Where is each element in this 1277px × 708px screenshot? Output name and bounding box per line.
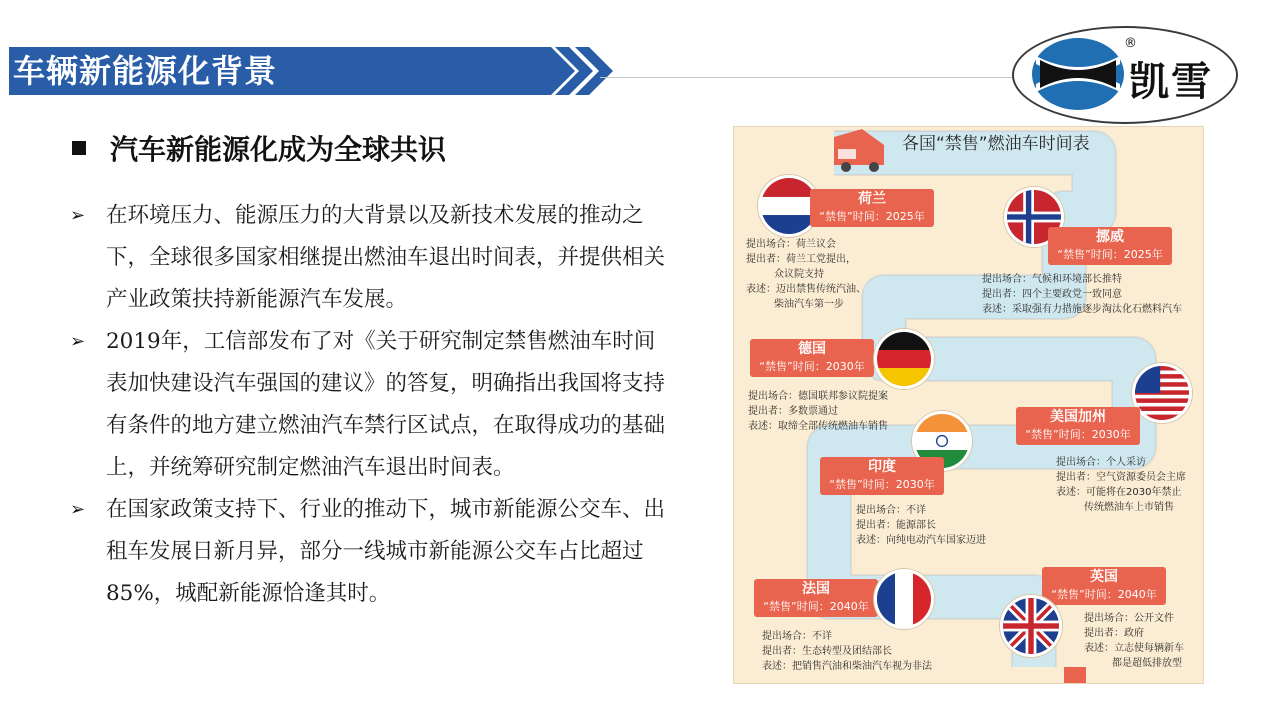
notes-california: 提出场合：个人采访 提出者：空气资源委员会主席 表述：可能将在2030年禁止 传统燃油车上市销售 bbox=[1056, 457, 1186, 513]
notes-uk: 提出场合：公开文件 提出者：政府 表述：立志使每辆新车 都是超低排放型 bbox=[1084, 613, 1184, 669]
infographic-title: 各国“禁售”燃油车时间表 bbox=[902, 134, 1090, 154]
tag-india: 印度 “禁售”时间：2030年 bbox=[820, 457, 944, 495]
bullet-text: 在环境压力、能源压力的大背景以及新技术发展的推动之下，全球很多国家相继提出燃油车退出时间表，并提供相关产业政策扶持新能源汽车发展。 bbox=[106, 203, 666, 312]
bullet-item bbox=[70, 195, 670, 321]
tag-california: 美国加州 “禁售”时间：2030年 bbox=[1016, 407, 1140, 445]
usa-flag-icon bbox=[1132, 363, 1192, 423]
bullet-list bbox=[70, 195, 670, 615]
arrow-bullet-icon: ➢ bbox=[70, 331, 86, 352]
registered-mark: ® bbox=[1124, 36, 1137, 51]
page-title: 车辆新能源化背景 bbox=[13, 52, 278, 90]
bullet-item bbox=[70, 489, 670, 615]
notes-france: 提出场合：不详 提出者：生态转型及团结部长 表述：把销售汽油和柴油汽车视为非法 bbox=[762, 631, 932, 672]
uk-flag-icon bbox=[1000, 595, 1062, 657]
germany-flag-icon bbox=[874, 329, 934, 389]
bullet-text: 2019年，工信部发布了对《关于研究制定禁售燃油车时间表加快建设汽车强国的建议》的答复，明确指出我国将支持有条件的地方建立燃油汽车禁行区试点，在取得成功的基础上，并统筹研究制定燃油汽车退出时间表。 bbox=[106, 329, 666, 480]
notes-norway: 提出场合：气候和环境部长推特 提出者：四个主要政党一致同意 表述：采取强有力措施逐步淘汰化石燃料汽车 bbox=[982, 274, 1182, 315]
notes-netherlands: 提出场合：荷兰议会 提出者：荷兰工党提出， 众议院支持 表述：迈出禁售传统汽油、 柴油汽车第一步 bbox=[746, 239, 866, 310]
header-divider bbox=[600, 77, 1020, 78]
timeline-end-marker bbox=[1064, 667, 1086, 684]
notes-india: 提出场合：不详 提出者：能源部长 表述：向纯电动汽车国家迈进 bbox=[856, 505, 986, 546]
bullet-item bbox=[70, 321, 670, 489]
arrow-bullet-icon: ➢ bbox=[70, 499, 86, 520]
tag-norway: 挪威 “禁售”时间：2025年 bbox=[1048, 227, 1172, 265]
tag-uk: 英国 “禁售”时间：2040年 bbox=[1042, 567, 1166, 605]
notes-germany: 提出场合：德国联邦参议院提案 提出者：多数票通过 表述：取缔全部传统燃油车销售 bbox=[748, 391, 888, 432]
arrow-bullet-icon: ➢ bbox=[70, 205, 86, 226]
logo-emblem-icon bbox=[1030, 34, 1126, 114]
tag-france: 法国 “禁售”时间：2040年 bbox=[754, 579, 878, 617]
section-heading bbox=[72, 128, 446, 168]
bullet-text: 在国家政策支持下、行业的推动下，城市新能源公交车、出租车发展日新月异，部分一线城市新能源公交车占比超过85%，城配新能源恰逢其时。 bbox=[106, 497, 666, 606]
header-banner bbox=[9, 47, 599, 95]
chevron-arrows-icon bbox=[539, 47, 634, 95]
tag-germany: 德国 “禁售”时间：2030年 bbox=[750, 339, 874, 377]
square-bullet-icon bbox=[72, 141, 86, 155]
france-flag-icon bbox=[874, 569, 934, 629]
ban-timeline-infographic bbox=[733, 126, 1204, 684]
logo-text: 凯雪 bbox=[1129, 59, 1213, 105]
company-logo bbox=[1012, 26, 1238, 124]
tag-netherlands: 荷兰 “禁售”时间：2025年 bbox=[810, 189, 934, 227]
section-title: 汽车新能源化成为全球共识 bbox=[110, 133, 447, 166]
